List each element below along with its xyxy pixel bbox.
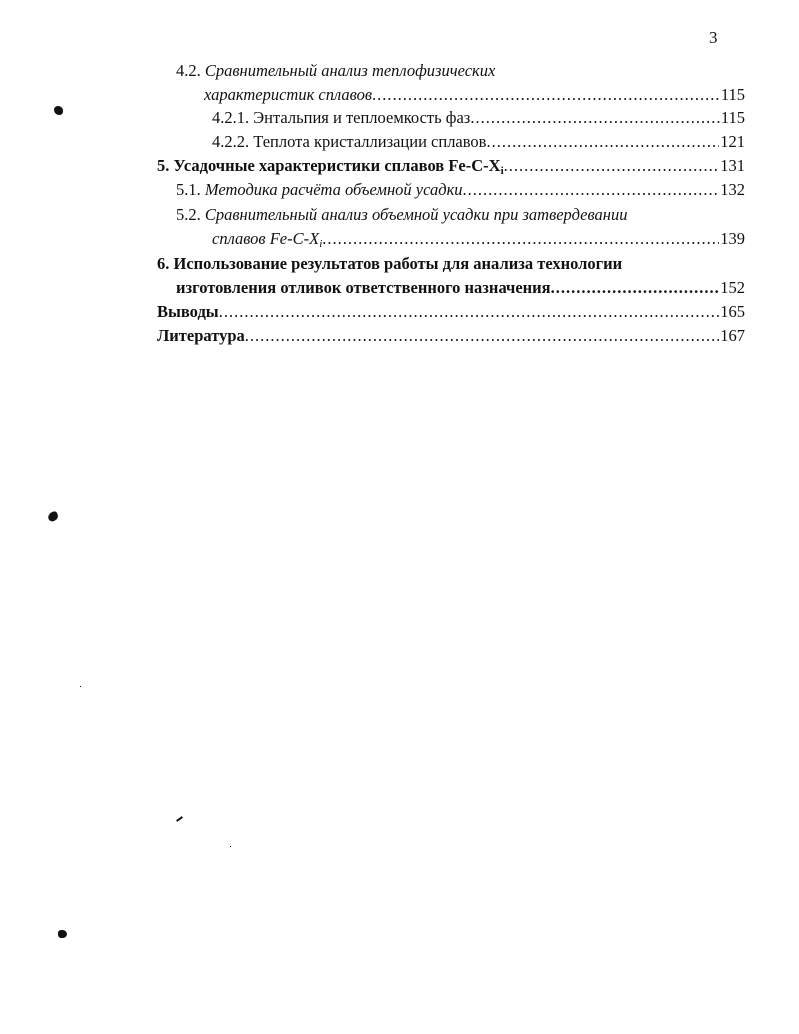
toc-entry-conclusions bbox=[157, 301, 745, 323]
toc-entry-title: характеристик сплавов bbox=[204, 85, 373, 104]
toc-page-number: 115 bbox=[720, 108, 745, 127]
toc-entry-number: 5. bbox=[157, 156, 174, 175]
toc-entry-title: Сравнительный анализ теплофизических bbox=[204, 61, 496, 80]
toc-entry-number: 4.2.2. bbox=[212, 132, 254, 151]
scan-speck bbox=[58, 930, 67, 938]
toc-entry-5-2-line2 bbox=[212, 228, 745, 250]
toc-entry-literature bbox=[157, 325, 745, 347]
toc-page-number: 131 bbox=[720, 156, 745, 175]
subscript: i bbox=[319, 238, 323, 250]
scan-speck bbox=[230, 846, 231, 847]
scan-speck bbox=[80, 686, 81, 687]
subscript: i bbox=[500, 165, 504, 177]
toc-page-number: 121 bbox=[720, 132, 745, 151]
scan-speck bbox=[54, 106, 63, 115]
toc-entry-4-2-1 bbox=[212, 107, 745, 129]
toc-entry-4-2-2 bbox=[212, 131, 745, 153]
leader-dots bbox=[245, 325, 719, 347]
toc-entry-title: Использование результатов работы для анализа технологии bbox=[173, 254, 623, 273]
toc-entry-5-1 bbox=[176, 179, 745, 201]
toc-entry-5-2-line1 bbox=[176, 204, 627, 226]
toc-entry-title: Усадочные характеристики сплавов Fe-C-X bbox=[173, 156, 501, 175]
toc-entry-5 bbox=[157, 155, 745, 177]
toc-entry-title: сплавов Fe-C-X bbox=[212, 229, 320, 248]
leader-dots bbox=[551, 277, 720, 299]
toc-entry-title: Литература bbox=[157, 326, 245, 345]
page-number: 3 bbox=[709, 28, 718, 47]
toc-entry-title: Теплота кристаллизации сплавов bbox=[253, 132, 487, 151]
toc-page-number: 165 bbox=[720, 302, 745, 321]
toc-entry-4-2-line1 bbox=[176, 60, 495, 82]
toc-entry-title: Методика расчёта объемной усадки bbox=[204, 180, 463, 199]
leader-dots bbox=[504, 155, 720, 177]
toc-entry-title: Энтальпия и теплоемкость фаз bbox=[253, 108, 471, 127]
toc-entry-number: 4.2. bbox=[176, 61, 205, 80]
leader-dots bbox=[463, 179, 720, 201]
leader-dots bbox=[219, 301, 720, 323]
leader-dots bbox=[470, 107, 720, 129]
toc-page-number: 132 bbox=[720, 180, 745, 199]
toc-entry-title: Сравнительный анализ объемной усадки при затвердевании bbox=[204, 205, 628, 224]
toc-page-number: 167 bbox=[720, 326, 745, 345]
toc-entry-number: 5.2. bbox=[176, 205, 205, 224]
toc-entry-number: 6. bbox=[157, 254, 174, 273]
toc-page-number: 152 bbox=[720, 278, 745, 297]
toc-entry-title: изготовления отливок ответственного назначения bbox=[176, 278, 551, 297]
toc-entry-6-line1 bbox=[157, 253, 622, 275]
toc-entry-title: Выводы bbox=[157, 302, 219, 321]
toc-entry-4-2-line2 bbox=[204, 84, 745, 106]
leader-dots bbox=[486, 131, 719, 153]
toc-entry-number: 5.1. bbox=[176, 180, 205, 199]
toc-page-number: 139 bbox=[720, 229, 745, 248]
toc-page-number: 115 bbox=[720, 85, 745, 104]
leader-dots bbox=[322, 228, 719, 250]
leader-dots bbox=[372, 84, 720, 106]
toc-entry-number: 4.2.1. bbox=[212, 108, 254, 127]
toc-entry-6-line2 bbox=[176, 277, 745, 299]
